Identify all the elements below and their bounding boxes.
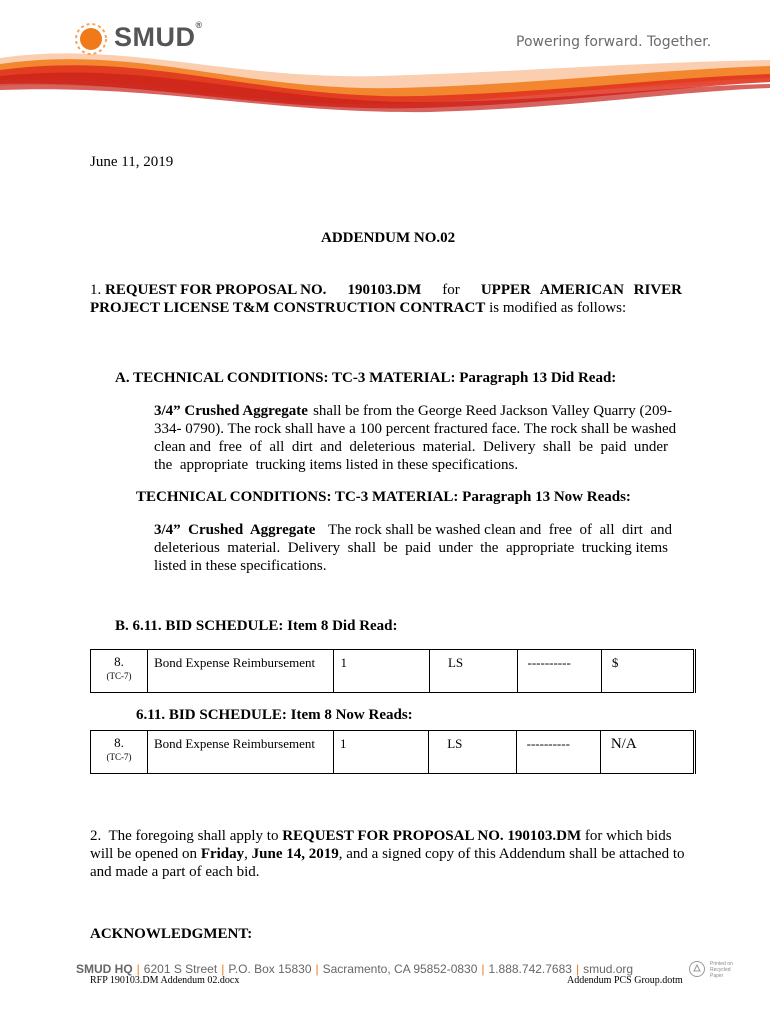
- sun-icon: [74, 22, 110, 56]
- item-number: 8.: [114, 735, 124, 750]
- section-a-heading: A. TECHNICAL CONDITIONS: TC-3 MATERIAL: Paragraph 13 Did Read:: [115, 370, 617, 386]
- item-unit-price: ----------: [517, 650, 601, 693]
- footer-city: Sacramento, CA 95852-0830: [322, 962, 478, 976]
- section-b-heading: B. 6.11. BID SCHEDULE: Item 8 Did Read:: [115, 618, 398, 634]
- letter-date: June 11, 2019: [90, 154, 174, 170]
- table-row: [91, 650, 695, 693]
- addendum-title: ADDENDUM NO.02: [321, 230, 456, 246]
- item-quantity: 1: [334, 731, 429, 774]
- logo-text: SMUD: [114, 22, 196, 52]
- bid-schedule-did-table: [90, 649, 696, 693]
- item-unit-price: ----------: [516, 731, 600, 774]
- item-quantity: 1: [334, 650, 429, 693]
- item-sub: (TC-7): [106, 752, 132, 762]
- footer-street: 6201 S Street: [143, 962, 218, 976]
- item-total: N/A: [600, 731, 694, 774]
- acknowledgment-heading: ACKNOWLEDGMENT:: [90, 926, 253, 942]
- section-a-did-read: 3/4” Crushed Aggregate shall be from the George Reed Jackson Valley Quarry (209- 334- 0790). The rock shall have a 100 percent fractured face. The rock shall be washed clean and free of all dirt and deleterious material. Delivery shall be paid under the appropriate trucking items listed in these specifications.: [154, 403, 677, 473]
- footer-hq: SMUD HQ: [76, 962, 133, 976]
- recycle-line3: Paper: [710, 973, 724, 979]
- item-unit: LS: [429, 731, 516, 774]
- header-wave-graphic: [0, 0, 770, 115]
- table-row: [91, 731, 695, 774]
- footer-address: SMUD HQ | 6201 S Street | P.O. Box 15830 | Sacramento, CA 95852-0830 | 1.888.742.7683 | smud.org: [76, 962, 634, 976]
- footer-phone: 1.888.742.7683: [488, 962, 572, 976]
- item-description: Bond Expense Reimbursement: [148, 650, 334, 693]
- recycle-icon: [688, 960, 706, 978]
- item-unit: LS: [429, 650, 517, 693]
- recycle-line2: Recycled: [710, 967, 731, 973]
- logo-registered-mark: ®: [195, 20, 203, 30]
- footer-file-left: RFP 190103.DM Addendum 02.docx: [90, 975, 240, 986]
- section-a-now-reads: 3/4” Crushed Aggregate The rock shall be washed clean and free of all dirt and deleterious material. Delivery shall be paid under the appropriate trucking items listed in these specifications.: [154, 522, 672, 574]
- recycled-paper-badge: [688, 958, 738, 984]
- tagline: Powering forward. Together.: [516, 34, 712, 50]
- item-sub: (TC-7): [106, 671, 132, 681]
- section-b-now-heading: 6.11. BID SCHEDULE: Item 8 Now Reads:: [136, 707, 413, 723]
- smud-logo: [74, 22, 224, 56]
- footer-web: smud.org: [583, 962, 634, 976]
- bid-schedule-now-table: [90, 730, 696, 774]
- item2-paragraph: 2. The foregoing shall apply to REQUEST FOR PROPOSAL NO. 190103.DM for which bids will be opened on Friday, June 14, 2019, and a signed copy of this Addendum shall be attached to and made a part of each bid.: [90, 828, 685, 880]
- footer-file-right: Addendum PCS Group.dotm: [567, 975, 683, 986]
- section-a-now-heading: TECHNICAL CONDITIONS: TC-3 MATERIAL: Paragraph 13 Now Reads:: [136, 489, 631, 505]
- item-description: Bond Expense Reimbursement: [147, 731, 333, 774]
- item-number: 8.: [114, 654, 124, 669]
- item1-paragraph: 1. REQUEST FOR PROPOSAL NO. 190103.DM for UPPER AMERICAN RIVER PROJECT LICENSE T&M CONSTRUCTION CONTRACT is modified as follows:: [90, 282, 682, 316]
- footer-po: P.O. Box 15830: [228, 962, 312, 976]
- recycle-line1: Printed on: [710, 961, 733, 967]
- item-total: $: [601, 650, 694, 693]
